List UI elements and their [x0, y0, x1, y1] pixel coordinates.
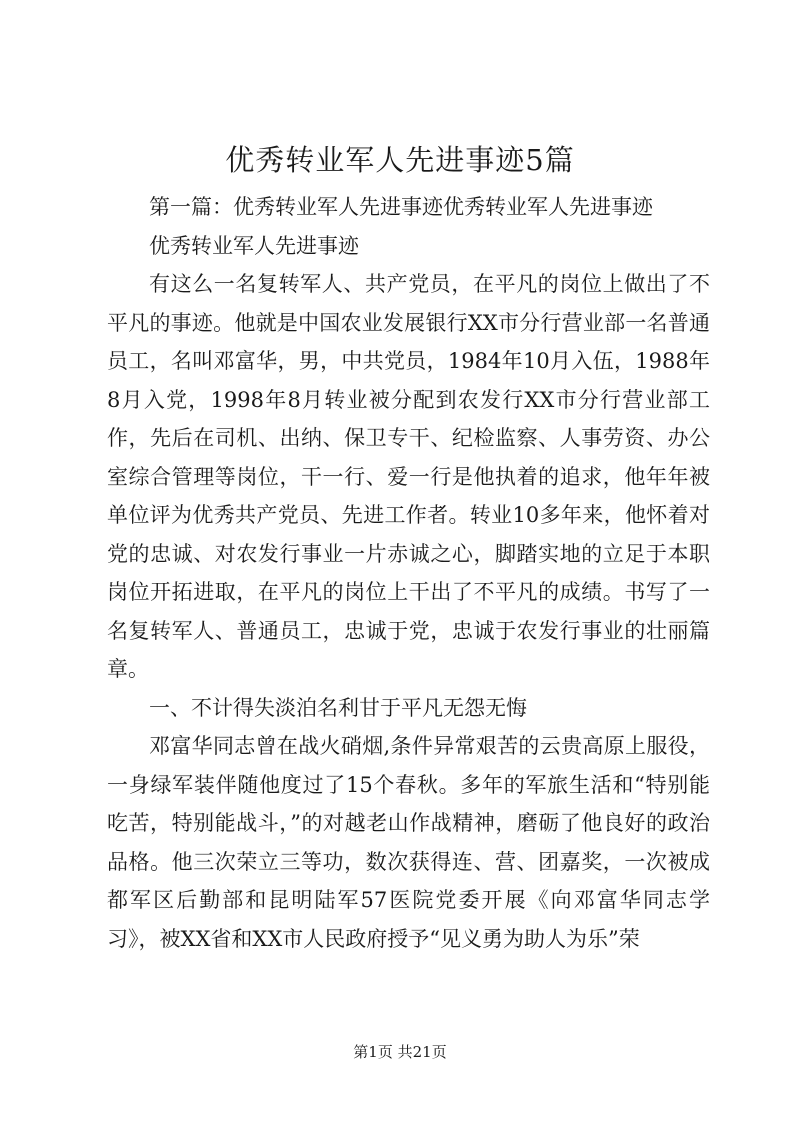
document-body [107, 188, 710, 958]
page-footer: 第1页 共21页 [353, 1043, 447, 1061]
article-title: 优秀转业军人先进事迹 [149, 233, 359, 258]
document-title: 优秀转业军人先进事迹5篇 [225, 143, 575, 177]
body-paragraph: 有这么一名复转军人、共产党员，在平凡的岗位上做出了不平凡的事迹。他就是中国农业发展银行XX市分行营业部一名普通员工，名叫邓富华，男，中共党员，1984年10月入伍，1988年8月入党，1998年8月转业被分配到农发行XX市分行营业部工作，先后在司机、出纳、保卫专干、纪检监察、人事劳资、办公室综合管理等岗位，干一行、爱一行是他执着的追求，他年年被单位评为优秀共产党员、先进工作者。转业10多年来，他怀着对党的忠诚、对农发行事业一片赤诚之心，脚踏实地的立足于本职岗位开拓进取，在平凡的岗位上干出了不平凡的成绩。书写了一名复转军人、普通员工，忠诚于党，忠诚于农发行事业的壮丽篇章。 [107, 272, 710, 681]
subsection-heading: 一、不计得失淡泊名利甘于平凡无怨无悔 [149, 695, 527, 720]
body-paragraph: 邓富华同志曾在战火硝烟,条件异常艰苦的云贵高原上服役，一身绿军装伴随他度过了15个春秋。多年的军旅生活和“特别能吃苦，特别能战斗，”的对越老山作战精神，磨砺了他良好的政治品格。他三次荣立三等功，数次获得连、营、团嘉奖，一次被成都军区后勤部和昆明陆军57医院党委开展《向邓富华同志学习》，被XX省和XX市人民政府授予“见义勇为助人为乐”荣 [107, 734, 710, 951]
section-heading: 第一篇：优秀转业军人先进事迹优秀转业军人先进事迹 [149, 195, 653, 219]
